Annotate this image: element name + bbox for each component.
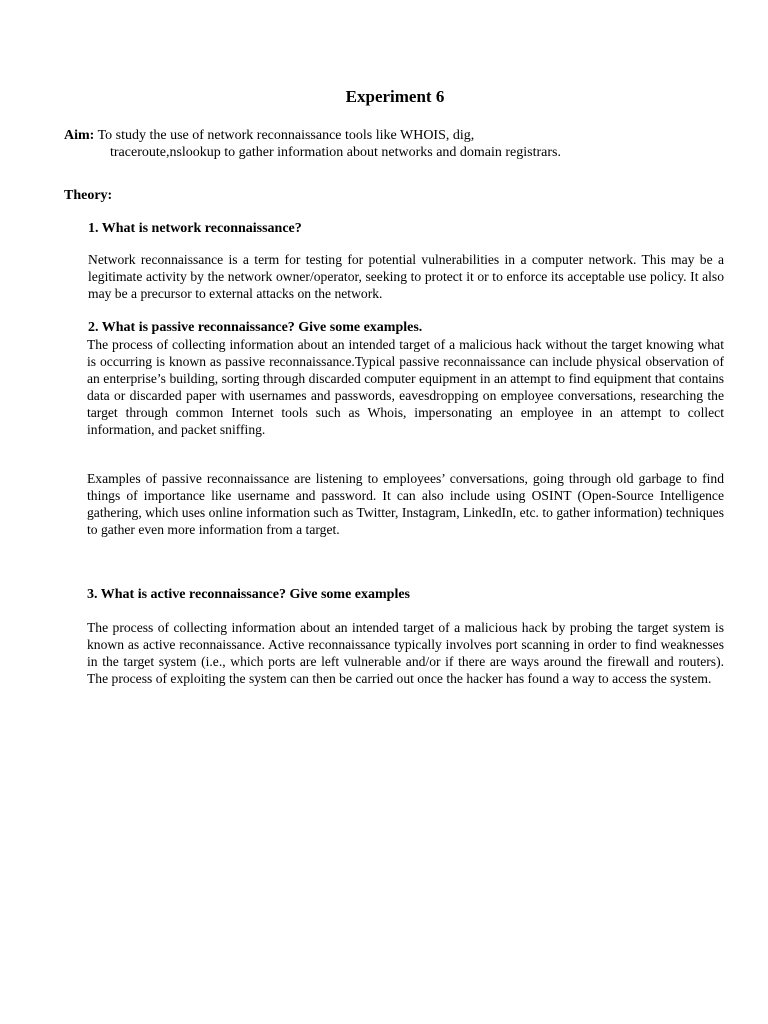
aim-text-1: To study the use of network reconnaissance tools like WHOIS, dig,	[97, 128, 475, 143]
document-title: Experiment 6	[345, 87, 445, 106]
section-1-heading: 1. What is network reconnaissance?	[88, 221, 302, 236]
theory-label: Theory:	[64, 188, 113, 203]
section-2-paragraph-1: The process of collecting information about an intended target of a malicious hack without the target knowing what is occurring is known as passive reconnaissance.Typical passive reconnaissance can include physical observation of an enterprise’s building, sorting through discarded computer equipment in an attempt to find equipment that contains data or discarded paper with usernames and passwords, eavesdropping on employee conversations, researching the target through common Internet tools such as Whois, impersonating an employee in an attempt to collect information, and packet sniffing.	[87, 337, 724, 437]
aim-block	[64, 127, 744, 161]
aim-line-1	[64, 127, 744, 144]
section-2-heading: 2. What is passive reconnaissance? Give some examples.	[88, 320, 423, 335]
section-3-paragraph-1: The process of collecting information about an intended target of a malicious hack by probing the target system is known as active reconnaissance. Active reconnaissance typically involves port scanning in order to find weaknesses in the target system (i.e., which ports are left vulnerable and/or if there are ways around the firewall and routers). The process of exploiting the system can then be carried out once the hacker has found a way to access the system.	[87, 620, 724, 686]
section-1-paragraph-1: Network reconnaissance is a term for testing for potential vulnerabilities in a computer network. This may be a legitimate activity by the network owner/operator, seeking to protect it or to enforce its acceptable use policy. It also may be a precursor to external attacks on the network.	[88, 252, 724, 301]
section-3-heading: 3. What is active reconnaissance? Give some examples	[87, 587, 411, 602]
section-2-paragraph-2: Examples of passive reconnaissance are listening to employees’ conversations, going through old garbage to find things of importance like username and password. It can also include using OSINT (Open-Source Intelligence gathering, which uses online information such as Twitter, Instagram, LinkedIn, etc. to gather information) techniques to gather even more information from a target.	[87, 471, 724, 537]
aim-line-2: traceroute,nslookup to gather information about networks and domain registrars.	[110, 145, 561, 160]
aim-label: Aim:	[64, 128, 95, 143]
